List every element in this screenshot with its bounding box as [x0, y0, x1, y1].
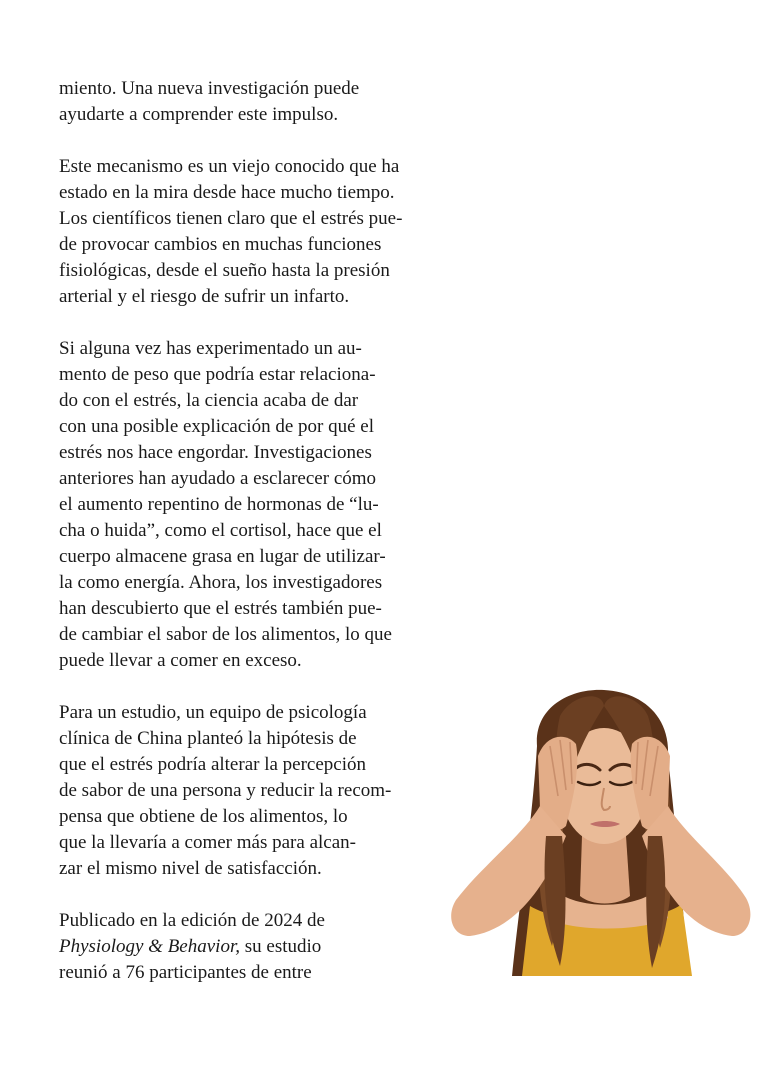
- text-line: Si alguna vez has experimentado un au-: [59, 338, 362, 359]
- text-line: clínica de China planteó la hipótesis de: [59, 728, 357, 749]
- text-line: pensa que obtiene de los alimentos, lo: [59, 806, 348, 827]
- text-line: [59, 934, 499, 960]
- text-line: Para un estudio, un equipo de psicología: [59, 702, 367, 723]
- text-line: mento de peso que podría estar relaciona-: [59, 364, 376, 385]
- neck: [580, 836, 630, 904]
- paragraph-4: [59, 700, 499, 882]
- stressed-woman-photo: [442, 686, 756, 976]
- paragraph-1: [59, 76, 499, 128]
- text-fragment: su estudio: [240, 936, 322, 957]
- text-line: han descubierto que el estrés también pue-: [59, 598, 382, 619]
- text-line: cha o huida”, como el cortisol, hace que el: [59, 520, 382, 541]
- text-line: Los científicos tienen claro que el estrés pue-: [59, 208, 403, 229]
- text-line: Este mecanismo es un viejo conocido que ha: [59, 156, 400, 177]
- text-line: la como energía. Ahora, los investigadores: [59, 572, 383, 593]
- text-line: de cambiar el sabor de los alimentos, lo que: [59, 624, 392, 645]
- text-line: anteriores han ayudado a esclarecer cómo: [59, 468, 377, 489]
- paragraph-3: [59, 336, 499, 674]
- text-line: que la llevaría a comer más para alcan-: [59, 832, 356, 853]
- text-line: Publicado en la edición de 2024 de: [59, 910, 325, 931]
- text-line: de sabor de una persona y reducir la recom-: [59, 780, 392, 801]
- journal-name: Physiology & Behavior,: [59, 936, 240, 957]
- text-line: ayudarte a comprender este impulso.: [59, 104, 339, 125]
- text-line: con una posible explicación de por qué el: [59, 416, 374, 437]
- text-line: estrés nos hace engordar. Investigaciones: [59, 442, 372, 463]
- paragraph-2: [59, 154, 499, 310]
- text-line: reunió a 76 participantes de entre: [59, 962, 312, 983]
- text-line: cuerpo almacene grasa en lugar de utilizar-: [59, 546, 386, 567]
- text-line: de provocar cambios en muchas funciones: [59, 234, 382, 255]
- text-line: estado en la mira desde hace mucho tiempo.: [59, 182, 395, 203]
- paragraph-5: [59, 908, 499, 986]
- text-line: arterial y el riesgo de sufrir un infarto.: [59, 286, 350, 307]
- text-line: que el estrés podría alterar la percepción: [59, 754, 367, 775]
- text-line: puede llevar a comer en exceso.: [59, 650, 302, 671]
- stressed-woman-illustration: [442, 686, 756, 976]
- article-text: [59, 76, 499, 1012]
- text-line: zar el mismo nivel de satisfacción.: [59, 858, 322, 879]
- text-line: miento. Una nueva investigación puede: [59, 78, 360, 99]
- text-line: do con el estrés, la ciencia acaba de dar: [59, 390, 359, 411]
- text-line: fisiológicas, desde el sueño hasta la presión: [59, 260, 390, 281]
- text-line: el aumento repentino de hormonas de “lu-: [59, 494, 379, 515]
